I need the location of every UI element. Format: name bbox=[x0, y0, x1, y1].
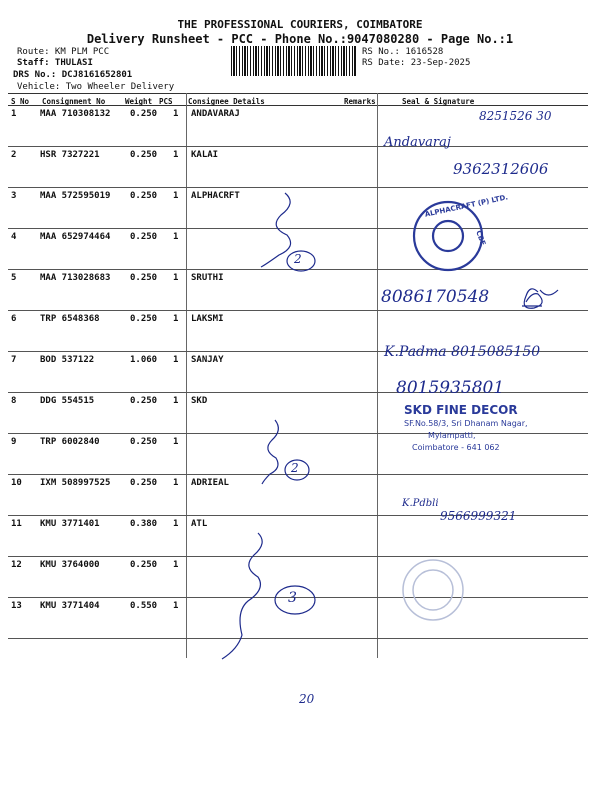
col-pcs: PCS bbox=[159, 97, 173, 106]
col-remarks: Remarks bbox=[344, 97, 376, 106]
col-consignee: Consignee Details bbox=[188, 97, 265, 106]
alphacraft-stamp-name: ALPHACRAFT (P) LTD. bbox=[424, 193, 509, 219]
cell-pcs: 1 bbox=[173, 519, 179, 529]
col-sno: S No bbox=[11, 97, 30, 106]
rs-date: RS Date: 23-Sep-2025 bbox=[362, 58, 471, 68]
cell-consignment: IXM 508997525 bbox=[40, 478, 111, 488]
handwritten-phone-r1: 8251526 30 bbox=[479, 109, 552, 123]
handwritten-phone-r5: 8086170548 bbox=[381, 287, 490, 307]
col-weight: Weight bbox=[125, 97, 153, 106]
cell-sno: 3 bbox=[11, 191, 17, 201]
cell-consignment: KMU 3771404 bbox=[40, 601, 100, 611]
handwritten-signature-r10: K.Pdbli bbox=[402, 498, 439, 509]
cell-weight: 0.250 bbox=[130, 560, 158, 570]
circle-number-2: 2 bbox=[294, 252, 302, 266]
cell-weight: 0.250 bbox=[130, 478, 158, 488]
cell-pcs: 1 bbox=[173, 232, 179, 242]
cell-weight: 0.250 bbox=[130, 437, 158, 447]
cell-sno: 9 bbox=[11, 437, 17, 447]
cell-consignee: SRUTHI bbox=[191, 273, 224, 283]
cell-pcs: 1 bbox=[173, 560, 179, 570]
skd-stamp-name: SKD FINE DECOR bbox=[404, 403, 518, 417]
cell-consignment: TRP 6548368 bbox=[40, 314, 100, 324]
cell-sno: 13 bbox=[11, 601, 22, 611]
handwritten-phone-r2: 9362312606 bbox=[453, 160, 549, 178]
cell-consignment: TRP 6002840 bbox=[40, 437, 100, 447]
cell-weight: 0.250 bbox=[130, 109, 158, 119]
cell-weight: 0.250 bbox=[130, 314, 158, 324]
cell-weight: 0.250 bbox=[130, 150, 158, 160]
rs-number: RS No.: 1616528 bbox=[362, 47, 444, 57]
cell-consignment: MAA 710308132 bbox=[40, 109, 111, 119]
signature-squiggle-1 bbox=[261, 193, 291, 267]
cell-consignment: KMU 3771401 bbox=[40, 519, 100, 529]
skd-stamp-address-2: Mylampatti, bbox=[428, 431, 476, 440]
handwritten-phone-r10: 9566999321 bbox=[440, 509, 517, 523]
cell-sno: 11 bbox=[11, 519, 22, 529]
cell-weight: 0.380 bbox=[130, 519, 158, 529]
handwritten-signature-r1: Andavaraj bbox=[384, 135, 451, 150]
cell-consignment: MAA 572595019 bbox=[40, 191, 111, 201]
cell-consignment: MAA 713028683 bbox=[40, 273, 111, 283]
cell-sno: 6 bbox=[11, 314, 17, 324]
cell-consignee: LAKSMI bbox=[191, 314, 224, 324]
cell-consignee: ANDAVARAJ bbox=[191, 109, 240, 119]
cell-consignee: ADRIEAL bbox=[191, 478, 229, 488]
cell-consignee: SKD bbox=[191, 396, 208, 406]
cell-weight: 0.250 bbox=[130, 273, 158, 283]
faded-stamp bbox=[403, 560, 463, 620]
footer-handwritten-mark: 20 bbox=[299, 692, 315, 706]
cell-pcs: 1 bbox=[173, 437, 179, 447]
cell-consignee: ALPHACRFT bbox=[191, 191, 240, 201]
staff-label: Staff: THULASI bbox=[17, 58, 93, 68]
signature-squiggle-3 bbox=[222, 533, 262, 659]
cell-consignment: MAA 652974464 bbox=[40, 232, 111, 242]
cell-weight: 0.250 bbox=[130, 396, 158, 406]
vehicle-label: Vehicle: Two Wheeler Delivery bbox=[17, 82, 175, 92]
cell-consignment: HSR 7327221 bbox=[40, 150, 100, 160]
skd-stamp-address-3: Coimbatore - 641 062 bbox=[412, 443, 500, 452]
cell-consignment: BOD 537122 bbox=[40, 355, 95, 365]
cell-pcs: 1 bbox=[173, 150, 179, 160]
cell-sno: 2 bbox=[11, 150, 17, 160]
cell-weight: 1.060 bbox=[130, 355, 158, 365]
cell-pcs: 1 bbox=[173, 191, 179, 201]
route-label: Route: KM PLM PCC bbox=[17, 47, 110, 57]
cell-weight: 0.550 bbox=[130, 601, 158, 611]
cell-consignment: KMU 3764000 bbox=[40, 560, 100, 570]
cell-consignee: ATL bbox=[191, 519, 208, 529]
phone-scribble-r5 bbox=[540, 290, 558, 295]
col-seal-signature: Seal & Signature bbox=[402, 97, 475, 106]
handwritten-phone-r7b: 8015935801 bbox=[396, 378, 505, 398]
cell-consignment: DDG 554515 bbox=[40, 396, 95, 406]
cell-sno: 12 bbox=[11, 560, 22, 570]
company-title: THE PROFESSIONAL COURIERS, COIMBATORE bbox=[177, 18, 423, 31]
cell-sno: 7 bbox=[11, 355, 17, 365]
cell-pcs: 1 bbox=[173, 355, 179, 365]
cell-sno: 8 bbox=[11, 396, 17, 406]
cell-pcs: 1 bbox=[173, 109, 179, 119]
skd-stamp-address-1: SF.No.58/3, Sri Dhanam Nagar, bbox=[404, 419, 528, 428]
handwritten-name-phone-r7: K.Padma 8015085150 bbox=[384, 344, 541, 360]
cell-sno: 1 bbox=[11, 109, 17, 119]
cell-weight: 0.250 bbox=[130, 191, 158, 201]
signature-squiggle-2 bbox=[262, 420, 278, 484]
cell-pcs: 1 bbox=[173, 273, 179, 283]
cell-sno: 10 bbox=[11, 478, 22, 488]
circle-number-2b: 2 bbox=[291, 461, 299, 475]
alphacraft-stamp-city: CBE bbox=[474, 229, 488, 247]
cell-pcs: 1 bbox=[173, 478, 179, 488]
seal-signature-scribble bbox=[522, 289, 542, 308]
cell-consignee: KALAI bbox=[191, 150, 219, 160]
circle-number-3: 3 bbox=[288, 590, 297, 606]
col-consignment: Consignment No bbox=[42, 97, 106, 106]
cell-pcs: 1 bbox=[173, 396, 179, 406]
cell-weight: 0.250 bbox=[130, 232, 158, 242]
cell-sno: 4 bbox=[11, 232, 17, 242]
cell-sno: 5 bbox=[11, 273, 17, 283]
cell-pcs: 1 bbox=[173, 601, 179, 611]
runsheet-title: Delivery Runsheet - PCC - Phone No.:9047080280 - Page No.:1 bbox=[86, 32, 514, 46]
cell-consignee: SANJAY bbox=[191, 355, 224, 365]
drs-number: DRS No.: DCJ8161652801 bbox=[13, 70, 133, 80]
cell-pcs: 1 bbox=[173, 314, 179, 324]
